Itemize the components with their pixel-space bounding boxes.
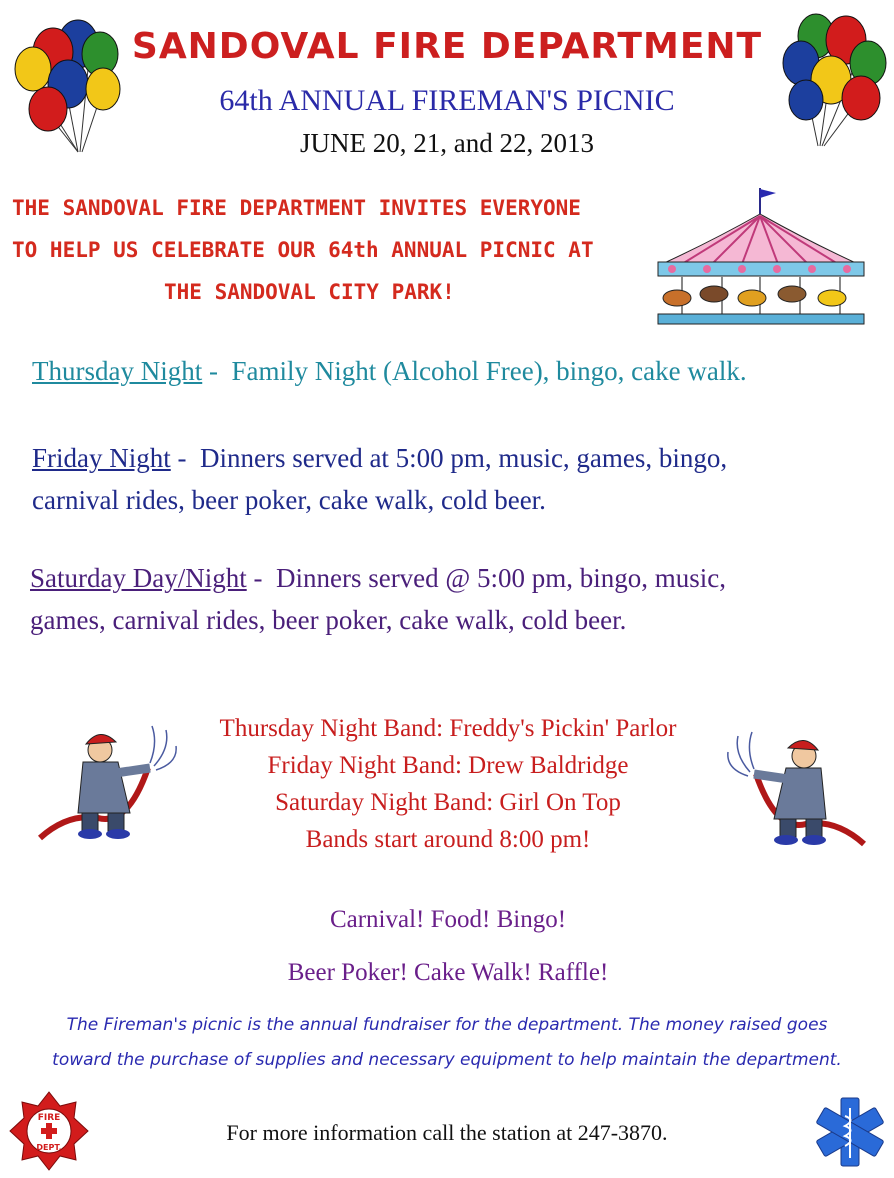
fire-department-badge-icon [8,1090,90,1172]
balloons-icon [776,8,891,148]
event-day-label: Saturday Day/Night [30,563,247,593]
invite-line-1: THE SANDOVAL FIRE DEPARTMENT INVITES EVERYONE [12,196,581,220]
event-day-label: Thursday Night [32,356,203,386]
bands-start-time: Bands start around 8:00 pm! [305,826,591,853]
event-description: Family Night (Alcohol Free), bingo, cake walk. [231,356,747,386]
carousel-icon [652,186,878,328]
balloons-icon [8,14,123,154]
page-title: SANDOVAL FIRE DEPARTMENT [131,26,763,67]
fundraiser-line-1: The Fireman's picnic is the annual fundraiser for the department. The money raised goes [66,1015,828,1035]
event-description-cont: games, carnival rides, beer poker, cake walk, cold beer. [30,605,627,635]
fundraiser-note [20,1008,874,1078]
invite-line-2: TO HELP US CELEBRATE OUR 64th ANNUAL PICNIC AT [12,238,594,262]
highlights-line-2: Beer Poker! Cake Walk! Raffle! [287,959,609,986]
fundraiser-line-2: toward the purchase of supplies and necessary equipment to help maintain the department. [52,1050,842,1070]
star-of-life-icon [812,1094,888,1170]
invite-line-3: THE SANDOVAL CITY PARK! [164,280,455,304]
highlights-line-1: Carnival! Food! Bingo! [329,906,567,933]
event-dates: JUNE 20, 21, and 22, 2013 [300,128,594,158]
bands-list [150,710,746,858]
event-description: Dinners served @ 5:00 pm, bingo, music, [275,563,727,593]
badge-bottom-text: DEPT. [36,1143,62,1152]
page-subtitle: 64th ANNUAL FIREMAN'S PICNIC [219,84,675,117]
band-thursday: Thursday Night Band: Freddy's Pickin' Parlor [219,715,677,742]
badge-top-text: FIRE [37,1113,61,1123]
event-separator: - [170,443,200,473]
event-saturday [30,557,726,641]
contact-info: For more information call the station at 247-3870. [226,1120,668,1145]
event-description-cont: carnival rides, beer poker, cake walk, cold beer. [32,485,546,515]
band-friday: Friday Night Band: Drew Baldridge [267,752,629,779]
event-friday [32,437,727,521]
event-day-label: Friday Night [32,443,171,473]
event-separator: - [246,563,276,593]
event-description: Dinners served at 5:00 pm, music, games, bingo, [200,443,728,473]
band-saturday: Saturday Night Band: Girl On Top [275,789,621,816]
event-thursday [32,350,747,392]
event-separator: - [202,356,232,386]
